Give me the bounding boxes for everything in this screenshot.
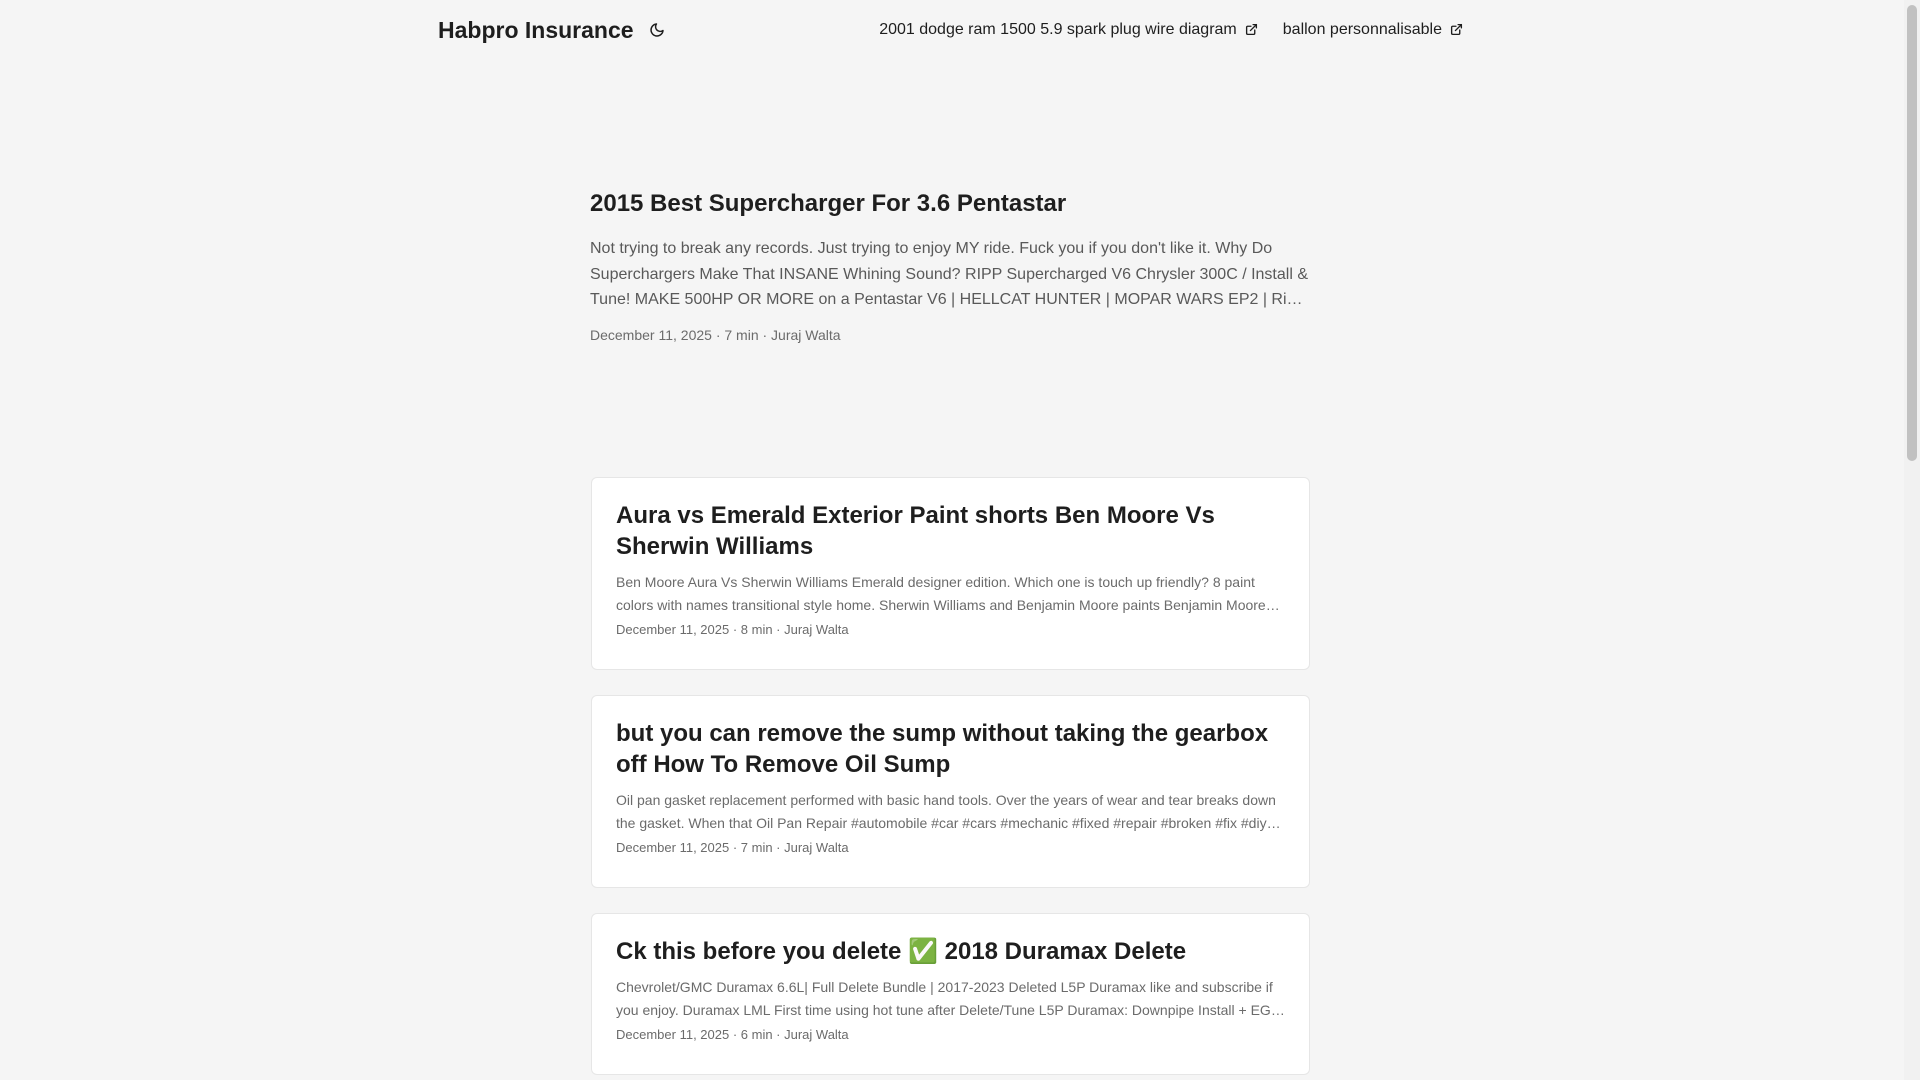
post-title: but you can remove the sump without taking the gearbox off How To Remove Oil Sump xyxy=(616,720,1269,778)
post-meta: December 11, 2025 · 8 min · Juraj Walta xyxy=(616,622,849,637)
post-description: Chevrolet/GMC Duramax 6.6L| Full Delete Bundle | 2017-2023 Deleted L5P Duramax like and subscribe if you enjoy. Duramax LML First time using hot tune after Delete/Tune L5P Duramax: Downpipe Install + EGR xyxy=(616,979,1281,1018)
nav-link-label: ballon personnalisable xyxy=(1282,21,1442,38)
page-scrollbar[interactable] xyxy=(1904,0,1920,1080)
external-link-icon xyxy=(1245,23,1259,37)
post-card[interactable] xyxy=(591,913,1310,1075)
post-title: Aura vs Emerald Exterior Paint shorts Ben Moore Vs Sherwin Williams xyxy=(616,502,1215,560)
hero-post[interactable] xyxy=(590,188,1310,343)
site-header xyxy=(438,0,1464,60)
post-meta: December 11, 2025 · 6 min · Juraj Walta xyxy=(616,1027,849,1042)
nav-link-label: 2001 dodge ram 1500 5.9 spark plug wire diagram xyxy=(879,21,1237,38)
hero-title: 2015 Best Supercharger For 3.6 Pentastar xyxy=(590,190,1067,217)
site-logo-link[interactable]: Habpro Insurance xyxy=(438,16,634,43)
post-meta: December 11, 2025 · 7 min · Juraj Walta xyxy=(616,840,849,855)
post-description: Oil pan gasket replacement performed with basic hand tools. Over the years of wear and tear breaks down the gasket. When that Oil Pan Repair #automobile #car #cars #mechanic #fixed #repair #broken #fix #diy xyxy=(616,792,1276,831)
post-card[interactable] xyxy=(591,695,1310,888)
nav-link-ballon[interactable] xyxy=(1283,21,1464,39)
post-title: Ck this before you delete ✅ 2018 Duramax Delete xyxy=(616,938,1187,965)
hero-description: Not trying to break any records. Just trying to enjoy MY ride. Fuck you if you don't like it. Why Do Superchargers Make That INSANE Whining Sound? RIPP Supercharged V6 Chrysler 300C / Install & Tune! MAKE 500HP OR MORE on a Pentastar V6 | HELLCAT HUNTER | MOPAR WARS EP2 | Ripp xyxy=(590,240,1308,309)
nav-link-spark-plug-diagram[interactable] xyxy=(879,21,1259,39)
moon-icon[interactable] xyxy=(646,19,668,41)
hero-meta: December 11, 2025 · 7 min · Juraj Walta xyxy=(590,327,841,343)
top-nav xyxy=(879,21,1464,39)
scrollbar-thumb[interactable] xyxy=(1907,5,1917,461)
external-link-icon xyxy=(1450,23,1464,37)
post-description: Ben Moore Aura Vs Sherwin Williams Emerald designer edition. Which one is touch up friendly? 8 paint colors with names transitional style home. Sherwin Williams and Benjamin Moore paints Benjamin Moore xyxy=(616,574,1266,613)
post-card[interactable] xyxy=(591,477,1310,670)
brand xyxy=(438,17,668,44)
